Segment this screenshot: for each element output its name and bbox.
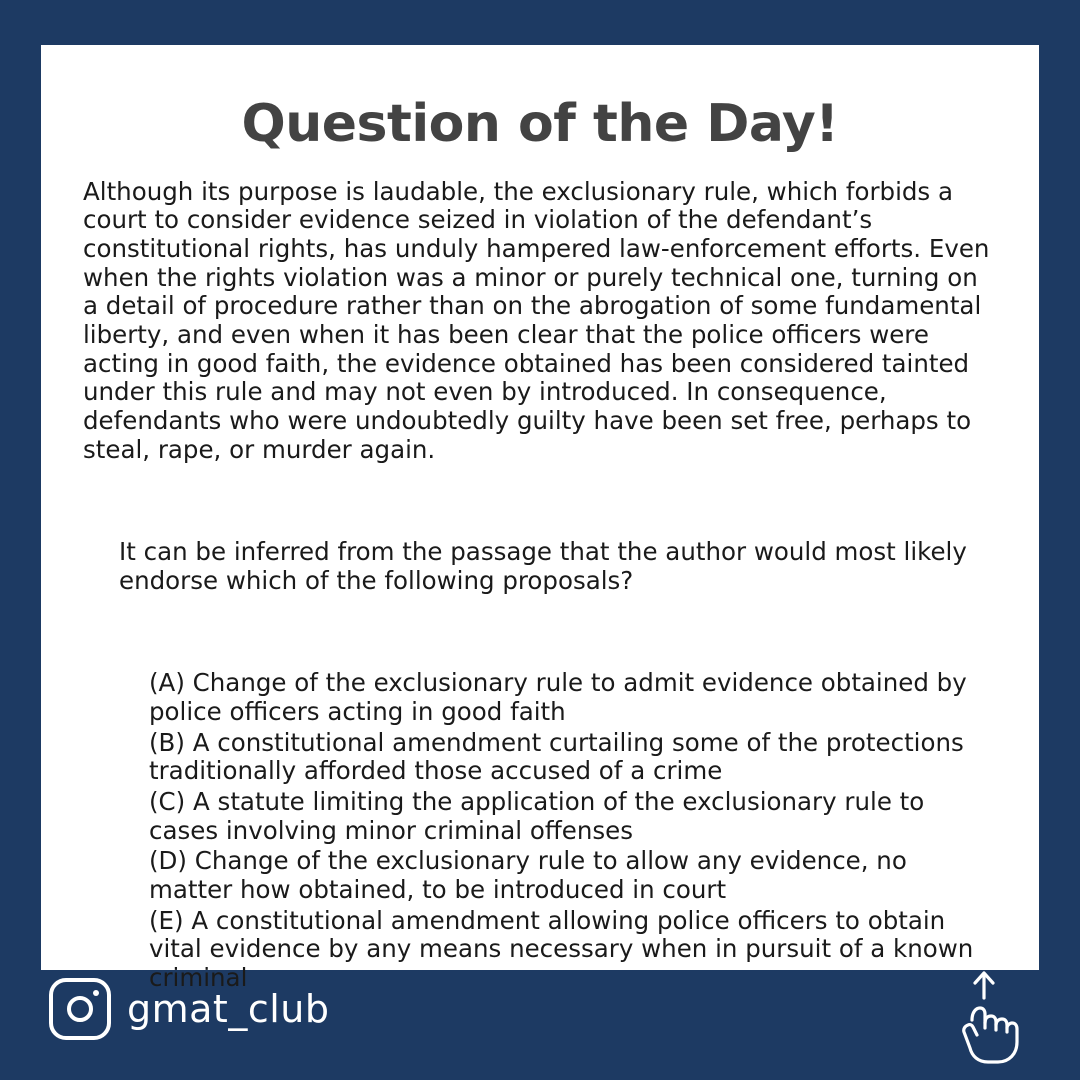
answer-choice-a[interactable]: (A) Change of the exclusionary rule to admit evidence obtained by police officers acting in good faith [149,668,967,727]
answer-choices [149,669,991,992]
answer-choice-b[interactable]: (B) A constitutional amendment curtailing some of the protections traditionally afforded those accused of a crime [149,727,964,786]
content-card [41,45,1039,993]
account-handle: gmat_club [127,987,330,1031]
answer-choice-e[interactable]: (E) A constitutional amendment allowing police officers to obtain vital evidence by any means necessary when in pursuit of a known criminal [149,905,974,993]
page-title: Question of the Day! [241,94,839,154]
answer-choice-c[interactable]: (C) A statute limiting the application of the exclusionary rule to cases involving minor criminal offenses [149,787,925,845]
passage-text: Although its purpose is laudable, the exclusionary rule, which forbids a court to consider evidence seized in violation of the defendant’s constitutional rights, has unduly hampered law-enforcement efforts. Even when the rights violation was a minor or purely technical one, turning on a detail of procedure rather than on the abrogation of some fundamental liberty, and even when it has been clear that the police officers were acting in good faith, the evidence obtained has been considered tainted under this rule and may not even by introduced. In consequence, defendants who were undoubtedly guilty have been set free, perhaps to steal, rape, or murder again. [83,176,990,464]
footer-bar [0,970,1080,1080]
question-text: It can be inferred from the passage that the author would most likely endorse which of the following proposals? [119,537,967,595]
instagram-icon-dot [93,990,99,996]
instagram-icon-ring [67,996,93,1022]
answer-choice-d[interactable]: (D) Change of the exclusionary rule to allow any evidence, no matter how obtained, to be introduced in court [149,846,907,905]
card-inner [41,45,1039,993]
instagram-icon[interactable] [49,978,111,1040]
swipe-up-hand-icon [942,968,1032,1068]
